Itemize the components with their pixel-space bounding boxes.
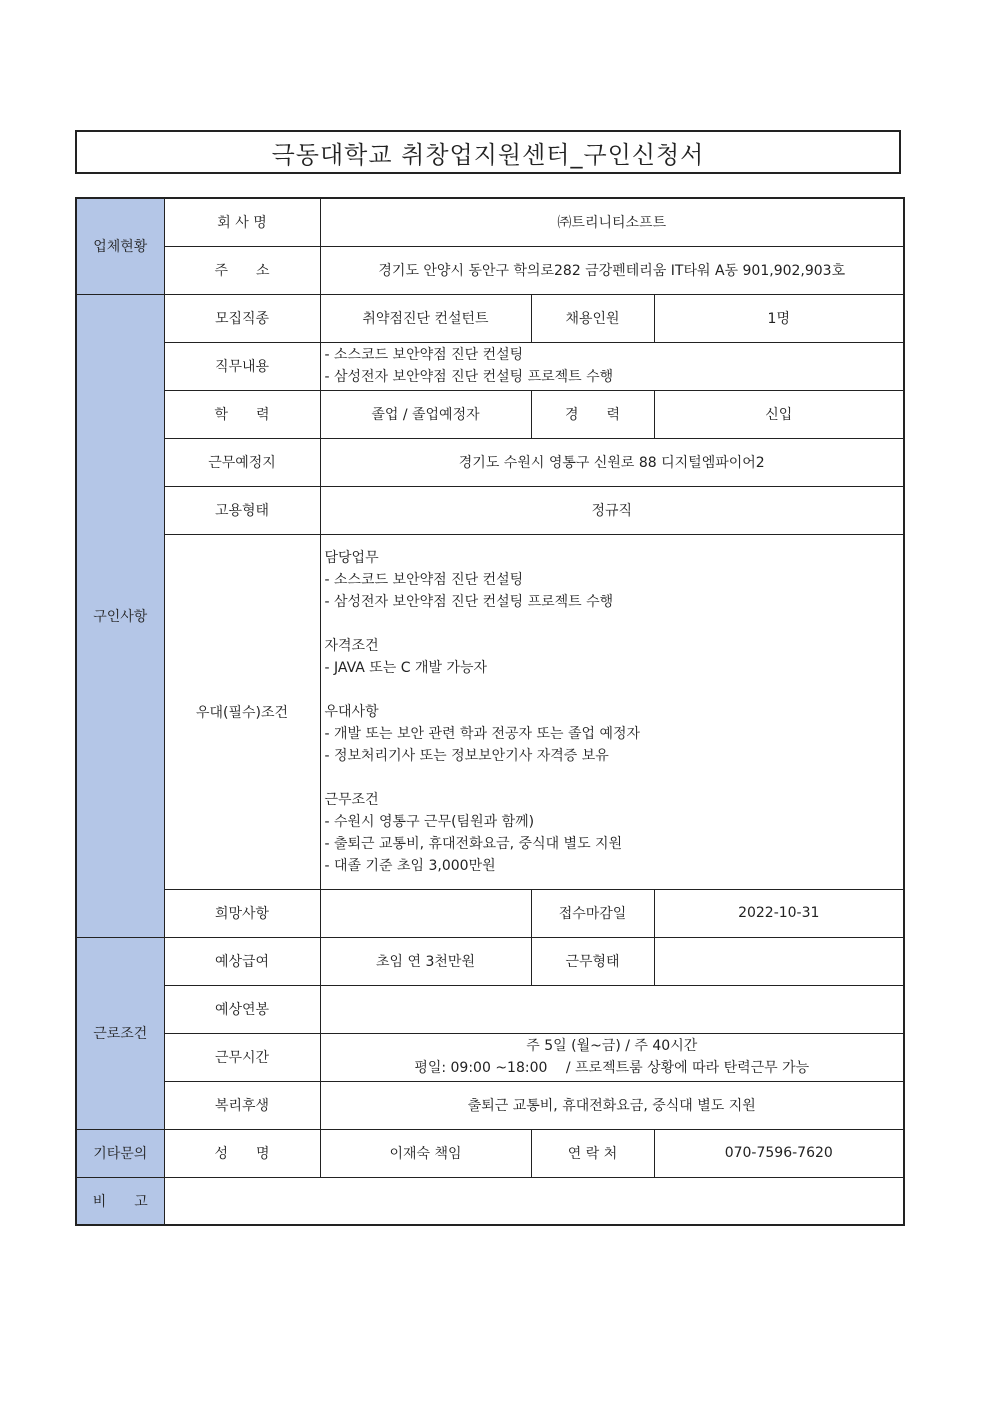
annual-label: 예상연봉 bbox=[164, 985, 320, 1033]
section-conditions: 근로조건 bbox=[76, 937, 164, 1129]
company-name: ㈜트리니티소프트 bbox=[320, 198, 904, 246]
salary: 초임 연 3천만원 bbox=[320, 937, 531, 985]
work-type-label: 근무형태 bbox=[531, 937, 654, 985]
education-label: 학 력 bbox=[164, 390, 320, 438]
employment-label: 고용형태 bbox=[164, 486, 320, 534]
preferred-label: 우대(필수)조건 bbox=[164, 534, 320, 889]
annual-salary bbox=[320, 985, 904, 1033]
employment-type: 정규직 bbox=[320, 486, 904, 534]
form-title: 극동대학교 취창업지원센터_구인신청서 bbox=[75, 130, 901, 174]
contact-phone: 070-7596-7620 bbox=[654, 1129, 904, 1177]
headcount-label: 채용인원 bbox=[531, 294, 654, 342]
headcount: 1명 bbox=[654, 294, 904, 342]
contact-name: 이재숙 책임 bbox=[320, 1129, 531, 1177]
experience-label: 경 력 bbox=[531, 390, 654, 438]
job-application-form bbox=[75, 197, 905, 1226]
company-address: 경기도 안양시 동안구 학의로282 금강펜테리움 IT타워 A동 901,902,903호 bbox=[320, 246, 904, 294]
job-type: 취약점진단 컨설턴트 bbox=[320, 294, 531, 342]
wish-label: 희망사항 bbox=[164, 889, 320, 937]
section-contact: 기타문의 bbox=[76, 1129, 164, 1177]
welfare-label: 복리후생 bbox=[164, 1081, 320, 1129]
work-location: 경기도 수원시 영통구 신원로 88 디지털엠파이어2 bbox=[320, 438, 904, 486]
welfare: 출퇴근 교통비, 휴대전화요금, 중식대 별도 지원 bbox=[320, 1081, 904, 1129]
preferred-conditions: 담당업무 - 소스코드 보안약점 진단 컨설팅 - 삼성전자 보안약점 진단 컨설팅 프로젝트 수행 자격조건 - JAVA 또는 C 개발 가능자 우대사항 - 개발 또는 보안 관련 학과 전공자 또는 졸업 예정자 - 정보처리기사 또는 정보보안기사 자격증 보유 근무조건 - 수원시 영통구 근무(팀원과 함께) - 출퇴근 교통비, 휴대전화요금, 중식대 별도 지원 - 대졸 기준 초임 3,000만원 bbox=[320, 534, 904, 889]
experience: 신입 bbox=[654, 390, 904, 438]
education: 졸업 / 졸업예정자 bbox=[320, 390, 531, 438]
contact-phone-label: 연 락 처 bbox=[531, 1129, 654, 1177]
address-label: 주 소 bbox=[164, 246, 320, 294]
salary-label: 예상급여 bbox=[164, 937, 320, 985]
duties: - 소스코드 보안약점 진단 컨설팅 - 삼성전자 보안약점 진단 컨설팅 프로젝트 수행 bbox=[320, 342, 904, 390]
section-remarks: 비 고 bbox=[76, 1177, 164, 1225]
work-type bbox=[654, 937, 904, 985]
section-company: 업체현황 bbox=[76, 198, 164, 294]
company-name-label: 회 사 명 bbox=[164, 198, 320, 246]
deadline: 2022-10-31 bbox=[654, 889, 904, 937]
job-type-label: 모집직종 bbox=[164, 294, 320, 342]
hours-label: 근무시간 bbox=[164, 1033, 320, 1081]
wish bbox=[320, 889, 531, 937]
location-label: 근무예정지 bbox=[164, 438, 320, 486]
section-recruit: 구인사항 bbox=[76, 294, 164, 937]
remarks bbox=[164, 1177, 904, 1225]
duties-label: 직무내용 bbox=[164, 342, 320, 390]
contact-name-label: 성 명 bbox=[164, 1129, 320, 1177]
deadline-label: 접수마감일 bbox=[531, 889, 654, 937]
work-hours: 주 5일 (월~금) / 주 40시간 평일: 09:00 ~18:00 / 프로젝트룸 상황에 따라 탄력근무 가능 bbox=[320, 1033, 904, 1081]
